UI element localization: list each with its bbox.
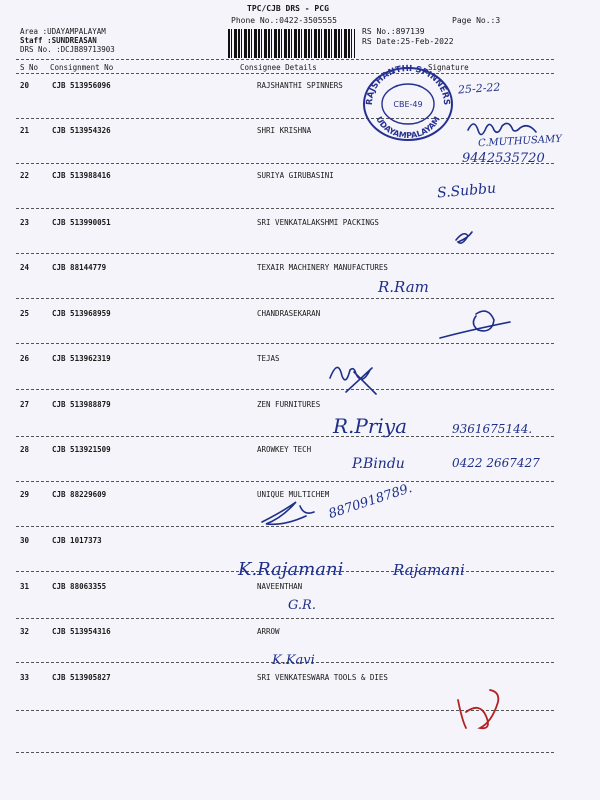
row-divider	[16, 436, 554, 437]
row-consignment: CJB 1017373	[52, 536, 102, 545]
row-consignment: CJB 513962319	[52, 354, 111, 363]
row-consignment: CJB 513968959	[52, 309, 111, 318]
header-divider-bottom	[16, 73, 554, 74]
handwritten-signature-r22: S.Subbu	[436, 180, 497, 202]
page-number: Page No.:3	[452, 16, 501, 25]
row-consignment: CJB 513954316	[52, 627, 111, 636]
row-consignee: AROWKEY TECH	[257, 445, 312, 454]
handwritten-phone-r21: 9442535720	[462, 151, 545, 166]
row-divider	[16, 710, 554, 711]
document-title: TPC/CJB DRS - PCG	[247, 4, 329, 13]
row-divider	[16, 118, 554, 119]
table-row	[0, 218, 600, 230]
row-consignee: ARROW	[257, 627, 280, 636]
row-consignee: SURIYA GIRUBASINI	[257, 171, 334, 180]
row-consignee: UNIQUE MULTICHEM	[257, 490, 330, 499]
stamp-place: UDAYAMPALAYAM	[374, 115, 442, 141]
row-sno: 26	[20, 354, 30, 363]
handwritten-phone-r27: 9361675144.	[452, 422, 533, 436]
row-divider	[16, 752, 554, 753]
table-row	[0, 309, 600, 321]
table-row	[0, 400, 600, 412]
col-sno-header: S No	[20, 63, 39, 72]
handwritten-signature-r31: G.R.	[288, 598, 316, 613]
table-row	[0, 171, 600, 183]
row-sno: 32	[20, 627, 30, 636]
row-divider	[16, 481, 554, 482]
handwritten-name-r30: K.Rajamani	[238, 559, 344, 580]
table-row	[0, 490, 600, 502]
row-consignee: SRI VENKATALAKSHMI PACKINGS	[257, 218, 379, 227]
row-consignee: CHANDRASEKARAN	[257, 309, 321, 318]
row-sno: 22	[20, 171, 30, 180]
row-consignee: ZEN FURNITURES	[257, 400, 321, 409]
handwritten-signature-r28: P.Bindu	[352, 456, 405, 472]
col-consignee-header: Consignee Details	[240, 63, 317, 72]
row-sno: 21	[20, 126, 30, 135]
rs-number: RS No.:897139	[362, 27, 425, 36]
row-consignee: TEXAIR MACHINERY MANUFACTURES	[257, 263, 388, 272]
handwritten-signature-r27: R.Priya	[333, 414, 408, 438]
company-stamp	[360, 64, 456, 142]
row-consignment: CJB 513988416	[52, 171, 111, 180]
row-divider	[16, 343, 554, 344]
handwritten-signature-r32: K.Kavi	[272, 653, 315, 668]
row-sno: 29	[20, 490, 30, 499]
table-row	[0, 673, 600, 685]
phone-number: Phone No.:0422-3505555	[231, 16, 337, 25]
signature-scribble-r26	[330, 367, 376, 394]
row-consignee: SHRI KRISHNA	[257, 126, 312, 135]
svg-text:UDAYAMPALAYAM	[374, 115, 442, 140]
table-row	[0, 536, 600, 548]
row-consignment: CJB 88063355	[52, 582, 107, 591]
row-sno: 27	[20, 400, 30, 409]
signature-scribble-r29	[262, 502, 314, 524]
row-consignment: CJB 88229609	[52, 490, 107, 499]
row-consignee: SRI VENKATESWARA TOOLS & DIES	[257, 673, 388, 682]
handwritten-signature-r30: Rajamani	[393, 561, 465, 579]
table-row	[0, 354, 600, 366]
handwritten-signature-r24: R.Ram	[378, 278, 429, 296]
row-divider	[16, 298, 554, 299]
row-consignment: CJB 513954326	[52, 126, 111, 135]
header-divider-top	[16, 59, 554, 60]
signature-scribble-r23	[456, 232, 472, 243]
row-divider	[16, 618, 554, 619]
row-divider	[16, 389, 554, 390]
row-sno: 20	[20, 81, 30, 90]
table-row	[0, 263, 600, 275]
row-consignment: CJB 513905827	[52, 673, 111, 682]
row-consignment: CJB 88144779	[52, 263, 107, 272]
row-sno: 28	[20, 445, 30, 454]
barcode	[228, 29, 355, 58]
row-consignment: CJB 513956096	[52, 81, 111, 90]
handwritten-date: 25-2-22	[457, 80, 501, 97]
row-consignee: TEJAS	[257, 354, 280, 363]
table-row	[0, 582, 600, 594]
row-sno: 23	[20, 218, 30, 227]
handwritten-name-r21: C.MUTHUSAMY	[477, 133, 563, 150]
stamp-code: CBE-49	[393, 100, 423, 109]
row-consignment: CJB 513990051	[52, 218, 111, 227]
row-divider	[16, 526, 554, 527]
drs-number: DRS No. :DCJB89713903	[20, 45, 115, 54]
rs-date: RS Date:25-Feb-2022	[362, 37, 454, 46]
staff-label: Staff :SUNDREASAN	[20, 36, 97, 45]
row-sno: 31	[20, 582, 30, 591]
row-sno: 25	[20, 309, 30, 318]
row-sno: 24	[20, 263, 30, 272]
row-consignee: RAJSHANTHI SPINNERS	[257, 81, 343, 90]
row-consignment: CJB 513921509	[52, 445, 111, 454]
col-consignment-header: Consignment No	[50, 63, 114, 72]
col-signature-header: Signature	[428, 63, 469, 72]
row-divider	[16, 208, 554, 209]
area-label: Area :UDAYAMPALAYAM	[20, 27, 106, 36]
table-row	[0, 81, 600, 93]
row-consignee: NAVEENTHAN	[257, 582, 303, 591]
handwritten-phone-r29: 8870918789.	[326, 480, 415, 523]
row-sno: 30	[20, 536, 30, 545]
row-consignment: CJB 513988879	[52, 400, 111, 409]
table-row	[0, 627, 600, 639]
handwritten-phone-r28: 0422 2667427	[452, 456, 540, 470]
row-sno: 33	[20, 673, 30, 682]
row-divider	[16, 253, 554, 254]
stamp-name: RAJSHANTHI SPINNERS	[364, 64, 452, 106]
